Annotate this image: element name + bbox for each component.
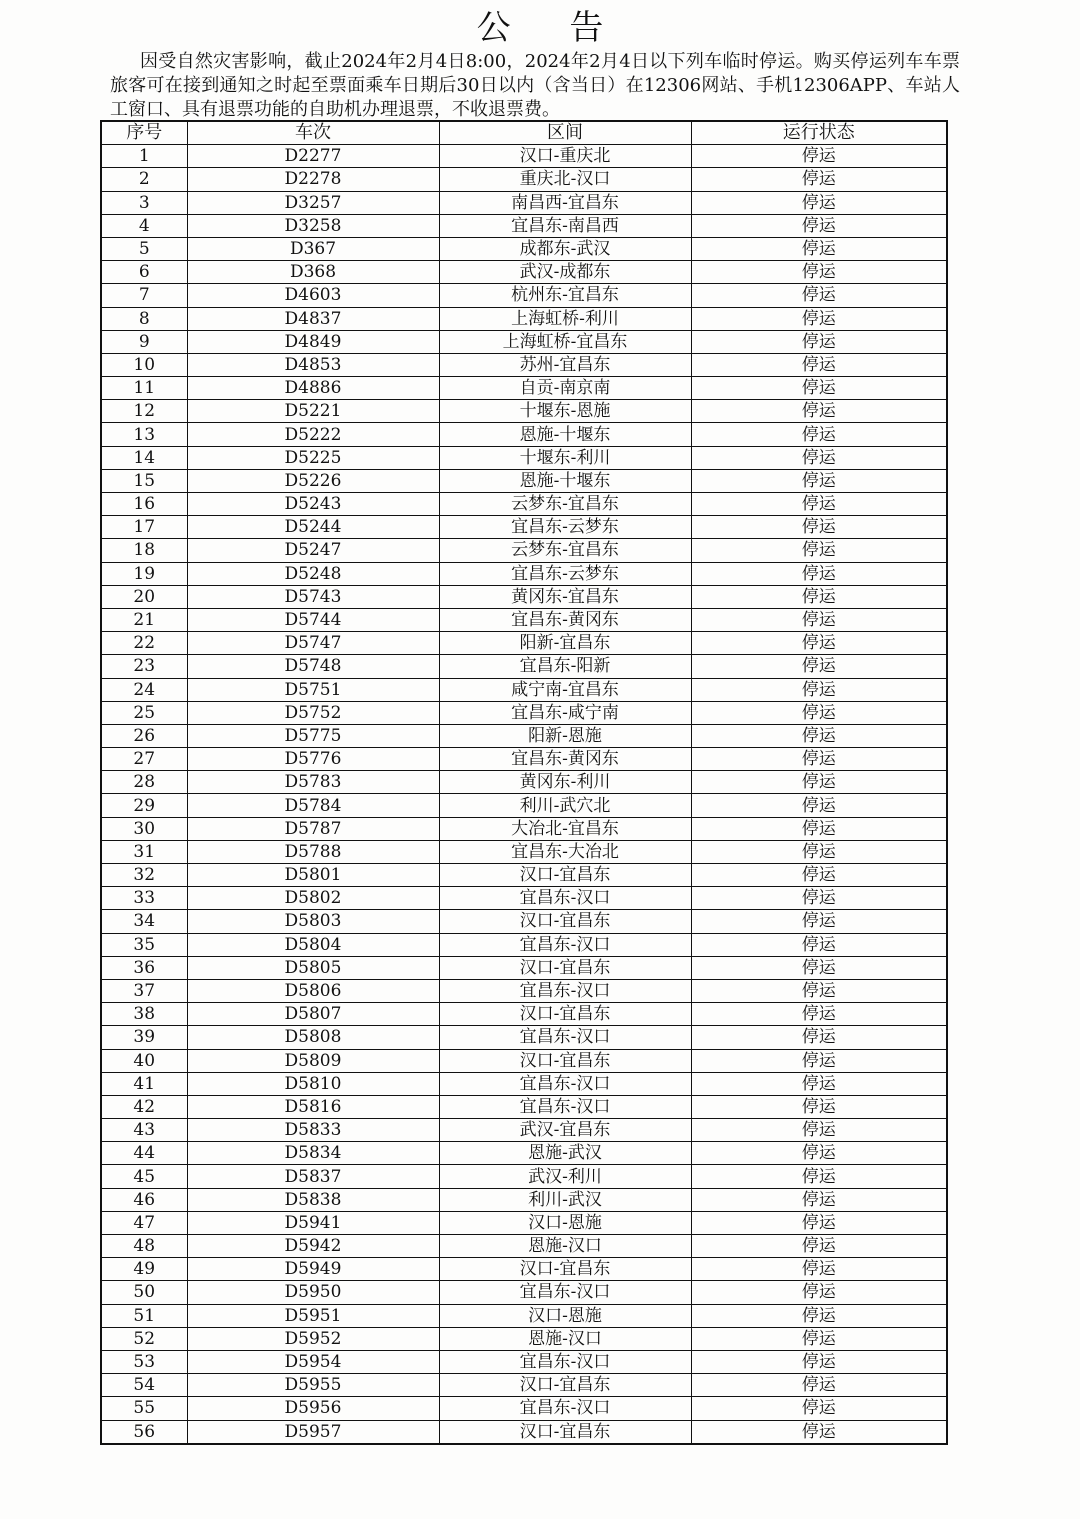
table-row bbox=[101, 1397, 947, 1420]
row-index: 37 bbox=[101, 979, 187, 1002]
train-number: D5952 bbox=[187, 1327, 439, 1350]
run-status: 停运 bbox=[691, 145, 947, 168]
train-number: D5941 bbox=[187, 1211, 439, 1234]
train-number: D5783 bbox=[187, 771, 439, 794]
train-number: D5805 bbox=[187, 956, 439, 979]
route: 汉口-重庆北 bbox=[439, 145, 691, 168]
run-status: 停运 bbox=[691, 168, 947, 191]
table-row bbox=[101, 1072, 947, 1095]
table-header-row bbox=[101, 121, 947, 145]
route: 恩施-武汉 bbox=[439, 1142, 691, 1165]
train-number: D5807 bbox=[187, 1003, 439, 1026]
row-index: 17 bbox=[101, 516, 187, 539]
row-index: 49 bbox=[101, 1258, 187, 1281]
train-number: D5816 bbox=[187, 1095, 439, 1118]
train-number: D5784 bbox=[187, 794, 439, 817]
table-row bbox=[101, 493, 947, 516]
train-number: D5833 bbox=[187, 1119, 439, 1142]
route: 汉口-宜昌东 bbox=[439, 1258, 691, 1281]
route: 宜昌东-汉口 bbox=[439, 1397, 691, 1420]
row-index: 31 bbox=[101, 840, 187, 863]
table-row bbox=[101, 446, 947, 469]
train-number: D5222 bbox=[187, 423, 439, 446]
run-status: 停运 bbox=[691, 1188, 947, 1211]
run-status: 停运 bbox=[691, 748, 947, 771]
table-row bbox=[101, 1350, 947, 1373]
row-index: 16 bbox=[101, 493, 187, 516]
table-row bbox=[101, 1188, 947, 1211]
train-number: D5752 bbox=[187, 701, 439, 724]
table-row bbox=[101, 655, 947, 678]
run-status: 停运 bbox=[691, 330, 947, 353]
route: 苏州-宜昌东 bbox=[439, 353, 691, 376]
train-number: D5248 bbox=[187, 562, 439, 585]
train-number: D5950 bbox=[187, 1281, 439, 1304]
route: 汉口-宜昌东 bbox=[439, 1374, 691, 1397]
row-index: 8 bbox=[101, 307, 187, 330]
run-status: 停运 bbox=[691, 562, 947, 585]
row-index: 43 bbox=[101, 1119, 187, 1142]
run-status: 停运 bbox=[691, 493, 947, 516]
run-status: 停运 bbox=[691, 933, 947, 956]
run-status: 停运 bbox=[691, 1327, 947, 1350]
row-index: 13 bbox=[101, 423, 187, 446]
table-row bbox=[101, 423, 947, 446]
run-status: 停运 bbox=[691, 1095, 947, 1118]
table-row bbox=[101, 1420, 947, 1444]
route: 杭州东-宜昌东 bbox=[439, 284, 691, 307]
train-number: D5801 bbox=[187, 864, 439, 887]
run-status: 停运 bbox=[691, 539, 947, 562]
row-index: 24 bbox=[101, 678, 187, 701]
train-number: D5834 bbox=[187, 1142, 439, 1165]
run-status: 停运 bbox=[691, 377, 947, 400]
table-row bbox=[101, 910, 947, 933]
run-status: 停运 bbox=[691, 794, 947, 817]
train-number: D5243 bbox=[187, 493, 439, 516]
route: 宜昌东-咸宁南 bbox=[439, 701, 691, 724]
run-status: 停运 bbox=[691, 1003, 947, 1026]
run-status: 停运 bbox=[691, 864, 947, 887]
table-body bbox=[101, 145, 947, 1444]
table-row bbox=[101, 771, 947, 794]
row-index: 54 bbox=[101, 1374, 187, 1397]
train-number: D5806 bbox=[187, 979, 439, 1002]
table-row bbox=[101, 1327, 947, 1350]
run-status: 停运 bbox=[691, 284, 947, 307]
table-row bbox=[101, 887, 947, 910]
table-row bbox=[101, 979, 947, 1002]
route: 汉口-宜昌东 bbox=[439, 864, 691, 887]
run-status: 停运 bbox=[691, 1304, 947, 1327]
train-number: D5221 bbox=[187, 400, 439, 423]
route: 汉口-宜昌东 bbox=[439, 956, 691, 979]
train-number: D5809 bbox=[187, 1049, 439, 1072]
table-row bbox=[101, 469, 947, 492]
run-status: 停运 bbox=[691, 979, 947, 1002]
row-index: 50 bbox=[101, 1281, 187, 1304]
table-row bbox=[101, 145, 947, 168]
row-index: 55 bbox=[101, 1397, 187, 1420]
run-status: 停运 bbox=[691, 1049, 947, 1072]
table-row bbox=[101, 817, 947, 840]
run-status: 停运 bbox=[691, 701, 947, 724]
suspended-trains-table bbox=[100, 120, 948, 1445]
row-index: 27 bbox=[101, 748, 187, 771]
table-row bbox=[101, 353, 947, 376]
route: 阳新-宜昌东 bbox=[439, 632, 691, 655]
row-index: 3 bbox=[101, 191, 187, 214]
run-status: 停运 bbox=[691, 214, 947, 237]
route: 宜昌东-汉口 bbox=[439, 979, 691, 1002]
table-row bbox=[101, 261, 947, 284]
run-status: 停运 bbox=[691, 1374, 947, 1397]
route: 宜昌东-汉口 bbox=[439, 1281, 691, 1304]
route: 大冶北-宜昌东 bbox=[439, 817, 691, 840]
row-index: 56 bbox=[101, 1420, 187, 1444]
run-status: 停运 bbox=[691, 771, 947, 794]
train-number: D5247 bbox=[187, 539, 439, 562]
train-number: D5942 bbox=[187, 1235, 439, 1258]
table-row bbox=[101, 1095, 947, 1118]
run-status: 停运 bbox=[691, 585, 947, 608]
run-status: 停运 bbox=[691, 400, 947, 423]
row-index: 6 bbox=[101, 261, 187, 284]
train-number: D5954 bbox=[187, 1350, 439, 1373]
train-number: D5803 bbox=[187, 910, 439, 933]
run-status: 停运 bbox=[691, 469, 947, 492]
row-index: 53 bbox=[101, 1350, 187, 1373]
row-index: 34 bbox=[101, 910, 187, 933]
header-train-number: 车次 bbox=[187, 121, 439, 145]
run-status: 停运 bbox=[691, 910, 947, 933]
route: 利川-武穴北 bbox=[439, 794, 691, 817]
route: 宜昌东-汉口 bbox=[439, 1350, 691, 1373]
row-index: 20 bbox=[101, 585, 187, 608]
run-status: 停运 bbox=[691, 1165, 947, 1188]
route: 武汉-成都东 bbox=[439, 261, 691, 284]
route: 汉口-宜昌东 bbox=[439, 1003, 691, 1026]
run-status: 停运 bbox=[691, 516, 947, 539]
route: 十堰东-恩施 bbox=[439, 400, 691, 423]
route: 宜昌东-阳新 bbox=[439, 655, 691, 678]
row-index: 19 bbox=[101, 562, 187, 585]
notice-paragraph: 因受自然灾害影响，截止2024年2月4日8:00，2024年2月4日以下列车临时停运。购买停运列车车票旅客可在接到通知之时起至票面乘车日期后30日以内（含当日）在12306网站、手机12306APP、车站人工窗口、具有退票功能的自助机办理退票，不收退票费。 bbox=[110, 51, 960, 120]
run-status: 停运 bbox=[691, 817, 947, 840]
route: 宜昌东-汉口 bbox=[439, 1095, 691, 1118]
row-index: 25 bbox=[101, 701, 187, 724]
table-row bbox=[101, 191, 947, 214]
train-number: D5949 bbox=[187, 1258, 439, 1281]
table-row bbox=[101, 1026, 947, 1049]
route: 云梦东-宜昌东 bbox=[439, 493, 691, 516]
train-number: D4886 bbox=[187, 377, 439, 400]
table-row bbox=[101, 1235, 947, 1258]
train-number: D5225 bbox=[187, 446, 439, 469]
row-index: 5 bbox=[101, 237, 187, 260]
route: 成都东-武汉 bbox=[439, 237, 691, 260]
header-route: 区间 bbox=[439, 121, 691, 145]
header-index: 序号 bbox=[101, 121, 187, 145]
route: 宜昌东-云梦东 bbox=[439, 516, 691, 539]
row-index: 4 bbox=[101, 214, 187, 237]
row-index: 14 bbox=[101, 446, 187, 469]
header-status: 运行状态 bbox=[691, 121, 947, 145]
train-number: D4603 bbox=[187, 284, 439, 307]
table-row bbox=[101, 864, 947, 887]
route: 上海虹桥-宜昌东 bbox=[439, 330, 691, 353]
route: 南昌西-宜昌东 bbox=[439, 191, 691, 214]
table-row bbox=[101, 1142, 947, 1165]
table-row bbox=[101, 400, 947, 423]
table-row bbox=[101, 1374, 947, 1397]
train-number: D5244 bbox=[187, 516, 439, 539]
row-index: 52 bbox=[101, 1327, 187, 1350]
row-index: 45 bbox=[101, 1165, 187, 1188]
row-index: 18 bbox=[101, 539, 187, 562]
route: 黄冈东-宜昌东 bbox=[439, 585, 691, 608]
row-index: 35 bbox=[101, 933, 187, 956]
run-status: 停运 bbox=[691, 1211, 947, 1234]
row-index: 29 bbox=[101, 794, 187, 817]
route: 宜昌东-汉口 bbox=[439, 933, 691, 956]
table-row bbox=[101, 794, 947, 817]
route: 重庆北-汉口 bbox=[439, 168, 691, 191]
route: 武汉-宜昌东 bbox=[439, 1119, 691, 1142]
route: 云梦东-宜昌东 bbox=[439, 539, 691, 562]
train-number: D5775 bbox=[187, 724, 439, 747]
train-number: D5743 bbox=[187, 585, 439, 608]
route: 汉口-恩施 bbox=[439, 1304, 691, 1327]
train-number: D4849 bbox=[187, 330, 439, 353]
row-index: 33 bbox=[101, 887, 187, 910]
train-number: D4837 bbox=[187, 307, 439, 330]
table-row bbox=[101, 956, 947, 979]
row-index: 9 bbox=[101, 330, 187, 353]
table-row bbox=[101, 516, 947, 539]
run-status: 停运 bbox=[691, 446, 947, 469]
table-row bbox=[101, 1003, 947, 1026]
train-number: D5808 bbox=[187, 1026, 439, 1049]
route: 黄冈东-利川 bbox=[439, 771, 691, 794]
table-row bbox=[101, 1049, 947, 1072]
table-row bbox=[101, 214, 947, 237]
table-row bbox=[101, 724, 947, 747]
train-number: D5802 bbox=[187, 887, 439, 910]
train-number: D5951 bbox=[187, 1304, 439, 1327]
row-index: 30 bbox=[101, 817, 187, 840]
route: 汉口-恩施 bbox=[439, 1211, 691, 1234]
table-row bbox=[101, 168, 947, 191]
row-index: 51 bbox=[101, 1304, 187, 1327]
row-index: 10 bbox=[101, 353, 187, 376]
row-index: 38 bbox=[101, 1003, 187, 1026]
row-index: 7 bbox=[101, 284, 187, 307]
row-index: 36 bbox=[101, 956, 187, 979]
table-row bbox=[101, 701, 947, 724]
run-status: 停运 bbox=[691, 261, 947, 284]
table-row bbox=[101, 237, 947, 260]
train-number: D5747 bbox=[187, 632, 439, 655]
train-number: D5226 bbox=[187, 469, 439, 492]
table-row bbox=[101, 330, 947, 353]
row-index: 46 bbox=[101, 1188, 187, 1211]
run-status: 停运 bbox=[691, 1119, 947, 1142]
train-number: D5956 bbox=[187, 1397, 439, 1420]
table-row bbox=[101, 608, 947, 631]
row-index: 23 bbox=[101, 655, 187, 678]
train-number: D5957 bbox=[187, 1420, 439, 1444]
row-index: 11 bbox=[101, 377, 187, 400]
row-index: 21 bbox=[101, 608, 187, 631]
train-number: D5751 bbox=[187, 678, 439, 701]
train-number: D2278 bbox=[187, 168, 439, 191]
train-number: D5804 bbox=[187, 933, 439, 956]
route: 武汉-利川 bbox=[439, 1165, 691, 1188]
train-number: D5838 bbox=[187, 1188, 439, 1211]
route: 宜昌东-黄冈东 bbox=[439, 608, 691, 631]
run-status: 停运 bbox=[691, 307, 947, 330]
run-status: 停运 bbox=[691, 724, 947, 747]
row-index: 44 bbox=[101, 1142, 187, 1165]
row-index: 41 bbox=[101, 1072, 187, 1095]
route: 汉口-宜昌东 bbox=[439, 1049, 691, 1072]
row-index: 22 bbox=[101, 632, 187, 655]
run-status: 停运 bbox=[691, 1026, 947, 1049]
route: 汉口-宜昌东 bbox=[439, 1420, 691, 1444]
route: 宜昌东-汉口 bbox=[439, 1026, 691, 1049]
route: 恩施-汉口 bbox=[439, 1235, 691, 1258]
train-number: D5787 bbox=[187, 817, 439, 840]
row-index: 2 bbox=[101, 168, 187, 191]
run-status: 停运 bbox=[691, 1397, 947, 1420]
route: 宜昌东-汉口 bbox=[439, 1072, 691, 1095]
row-index: 48 bbox=[101, 1235, 187, 1258]
route: 阳新-恩施 bbox=[439, 724, 691, 747]
table-row bbox=[101, 1211, 947, 1234]
run-status: 停运 bbox=[691, 423, 947, 446]
row-index: 39 bbox=[101, 1026, 187, 1049]
route: 恩施-十堰东 bbox=[439, 469, 691, 492]
route: 利川-武汉 bbox=[439, 1188, 691, 1211]
table-row bbox=[101, 562, 947, 585]
run-status: 停运 bbox=[691, 840, 947, 863]
train-number: D367 bbox=[187, 237, 439, 260]
run-status: 停运 bbox=[691, 1281, 947, 1304]
train-number: D5748 bbox=[187, 655, 439, 678]
route: 宜昌东-黄冈东 bbox=[439, 748, 691, 771]
row-index: 28 bbox=[101, 771, 187, 794]
route: 汉口-宜昌东 bbox=[439, 910, 691, 933]
run-status: 停运 bbox=[691, 608, 947, 631]
table-row bbox=[101, 1281, 947, 1304]
run-status: 停运 bbox=[691, 1350, 947, 1373]
train-number: D2277 bbox=[187, 145, 439, 168]
table-row bbox=[101, 284, 947, 307]
route: 恩施-十堰东 bbox=[439, 423, 691, 446]
table-row bbox=[101, 840, 947, 863]
table-row bbox=[101, 1119, 947, 1142]
route: 十堰东-利川 bbox=[439, 446, 691, 469]
run-status: 停运 bbox=[691, 632, 947, 655]
row-index: 40 bbox=[101, 1049, 187, 1072]
train-number: D3258 bbox=[187, 214, 439, 237]
route: 宜昌东-大冶北 bbox=[439, 840, 691, 863]
route: 宜昌东-南昌西 bbox=[439, 214, 691, 237]
table-row bbox=[101, 1258, 947, 1281]
row-index: 42 bbox=[101, 1095, 187, 1118]
run-status: 停运 bbox=[691, 237, 947, 260]
route: 恩施-汉口 bbox=[439, 1327, 691, 1350]
row-index: 15 bbox=[101, 469, 187, 492]
train-number: D5810 bbox=[187, 1072, 439, 1095]
train-number: D368 bbox=[187, 261, 439, 284]
table-row bbox=[101, 1165, 947, 1188]
train-number: D5955 bbox=[187, 1374, 439, 1397]
run-status: 停运 bbox=[691, 1072, 947, 1095]
run-status: 停运 bbox=[691, 1142, 947, 1165]
route: 宜昌东-云梦东 bbox=[439, 562, 691, 585]
run-status: 停运 bbox=[691, 1420, 947, 1444]
route: 上海虹桥-利川 bbox=[439, 307, 691, 330]
run-status: 停运 bbox=[691, 887, 947, 910]
train-number: D3257 bbox=[187, 191, 439, 214]
table-row bbox=[101, 539, 947, 562]
train-number: D5837 bbox=[187, 1165, 439, 1188]
page-title: 公 告 bbox=[476, 8, 628, 48]
route: 自贡-南京南 bbox=[439, 377, 691, 400]
table-row bbox=[101, 377, 947, 400]
run-status: 停运 bbox=[691, 353, 947, 376]
table-row bbox=[101, 632, 947, 655]
row-index: 26 bbox=[101, 724, 187, 747]
train-number: D5776 bbox=[187, 748, 439, 771]
run-status: 停运 bbox=[691, 1258, 947, 1281]
run-status: 停运 bbox=[691, 655, 947, 678]
train-number: D4853 bbox=[187, 353, 439, 376]
table-row bbox=[101, 585, 947, 608]
train-number: D5744 bbox=[187, 608, 439, 631]
run-status: 停运 bbox=[691, 956, 947, 979]
table-row bbox=[101, 1304, 947, 1327]
table-row bbox=[101, 307, 947, 330]
row-index: 32 bbox=[101, 864, 187, 887]
run-status: 停运 bbox=[691, 191, 947, 214]
run-status: 停运 bbox=[691, 1235, 947, 1258]
run-status: 停运 bbox=[691, 678, 947, 701]
table-row bbox=[101, 933, 947, 956]
table-row bbox=[101, 678, 947, 701]
row-index: 1 bbox=[101, 145, 187, 168]
table-row bbox=[101, 748, 947, 771]
route: 咸宁南-宜昌东 bbox=[439, 678, 691, 701]
row-index: 47 bbox=[101, 1211, 187, 1234]
row-index: 12 bbox=[101, 400, 187, 423]
route: 宜昌东-汉口 bbox=[439, 887, 691, 910]
train-number: D5788 bbox=[187, 840, 439, 863]
